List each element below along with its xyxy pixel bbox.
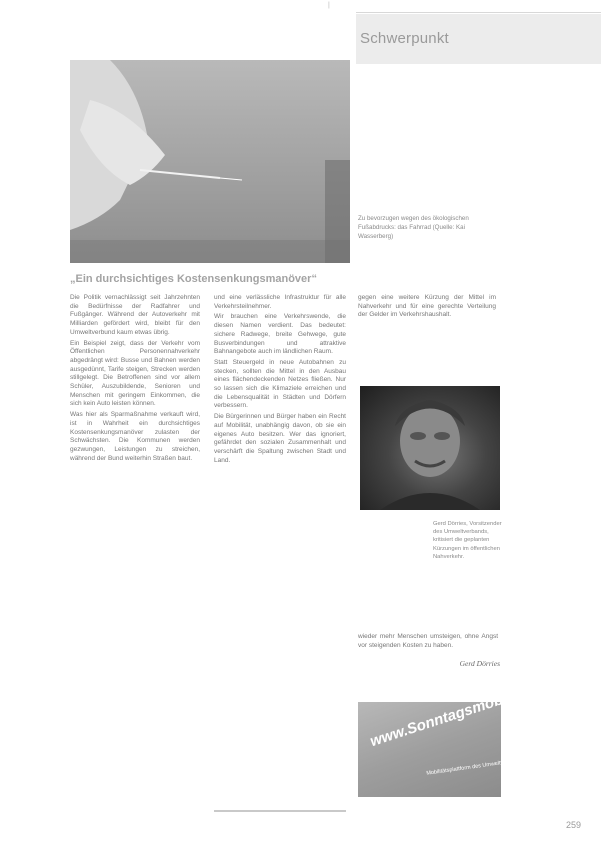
section-title: Schwerpunkt bbox=[360, 30, 449, 47]
paragraph: Was hier als Sparmaßnahme verkauft wird, ist in Wahrheit ein durchsichtiges Kostensenkungsmanöver zulasten der Schwächsten. Die Kommunen werden gezwungen, Leistungen zu streichen, während der Bund weiterhin Straßen baut. bbox=[70, 411, 200, 462]
paragraph: gegen eine weitere Kürzung der Mittel im Nahverkehr und für eine gerechte Verteilung der Gelder im Verkehrshaushalt. bbox=[358, 294, 496, 319]
paragraph: Wir brauchen eine Verkehrswende, die diesen Namen verdient. Das bedeutet: sichere Radwege, breite Gehwege, gute Busverbindungen und attraktive Bahnangebote auch im ländlichen Raum. bbox=[214, 313, 346, 356]
section-rule bbox=[356, 12, 601, 13]
article-headline: „Ein durchsichtiges Kostensenkungsmanöver“ bbox=[70, 273, 317, 285]
page-mark: | bbox=[328, 2, 330, 9]
paragraph: und eine verlässliche Infrastruktur für alle Verkehrsteilnehmer. bbox=[214, 294, 346, 310]
photo-caption: Zu bevorzugen wegen des ökologischen Fußabdrucks: das Fahrrad (Quelle: Kai Wasserberg) bbox=[358, 215, 469, 240]
banner-tagline: Mobilitätsplattform des Umweltverbands bbox=[426, 757, 524, 777]
bottom-rule bbox=[214, 810, 346, 812]
article-column-2 bbox=[214, 294, 346, 467]
author-signature: Gerd Dörries bbox=[459, 659, 500, 668]
paragraph: Die Politik vernachlässigt seit Jahrzehnten die Bedürfnisse der Radfahrer und Fußgänger. Während der Autoverkehr mit Milliarden gefördert wird, bleibt für den Umweltverbund kaum etwas übrig. bbox=[70, 294, 200, 336]
banner-url[interactable]: www.Sonntagsmobil.org bbox=[368, 679, 540, 751]
article-column-1 bbox=[70, 294, 200, 465]
author-portrait bbox=[360, 386, 500, 510]
paragraph: Statt Steuergeld in neue Autobahnen zu stecken, sollten die Mittel in den Ausbau eines flächendeckenden Netzes fließen. Nur so lassen sich die Klimaziele erreichen und die Lebensqualität in Städten und Dörfern verbessern. bbox=[214, 358, 346, 410]
portrait-caption: Gerd Dörries, Vorsitzender des Umweltverbands, kritisiert die geplanten Kürzungen im öffentlichen Nahverkehr. bbox=[433, 521, 502, 560]
sonntagsmobil-banner[interactable] bbox=[358, 679, 540, 797]
paragraph: Ein Beispiel zeigt, dass der Verkehr vom Öffentlichen Personennahverkehr abgedrängt wird: Busse und Bahnen werden ausgedünnt, Tarife steigen, Strecken werden stillgelegt. Die Betroffenen sind vor allem Schüler, Auszubildende, Senioren und Menschen mit geringem Einkommen, die sich kein Auto leisten können. bbox=[70, 339, 200, 408]
article-column-3-top bbox=[358, 294, 496, 322]
article-photo bbox=[70, 60, 350, 263]
paragraph: Die Bürgerinnen und Bürger haben ein Recht auf Mobilität, unabhängig davon, ob sie ein eigenes Auto besitzen. Wer das ignoriert, gefährdet den sozialen Zusammenhalt und verschärft die Spaltung zwischen Stadt und Land. bbox=[214, 413, 346, 464]
portrait-image bbox=[360, 386, 500, 510]
page-number: 259 bbox=[566, 820, 582, 830]
article-column-3-bottom bbox=[358, 633, 498, 652]
syringe-image bbox=[70, 60, 350, 263]
paragraph: wieder mehr Menschen umsteigen, ohne Angst vor steigenden Kosten zu haben. bbox=[358, 633, 498, 649]
